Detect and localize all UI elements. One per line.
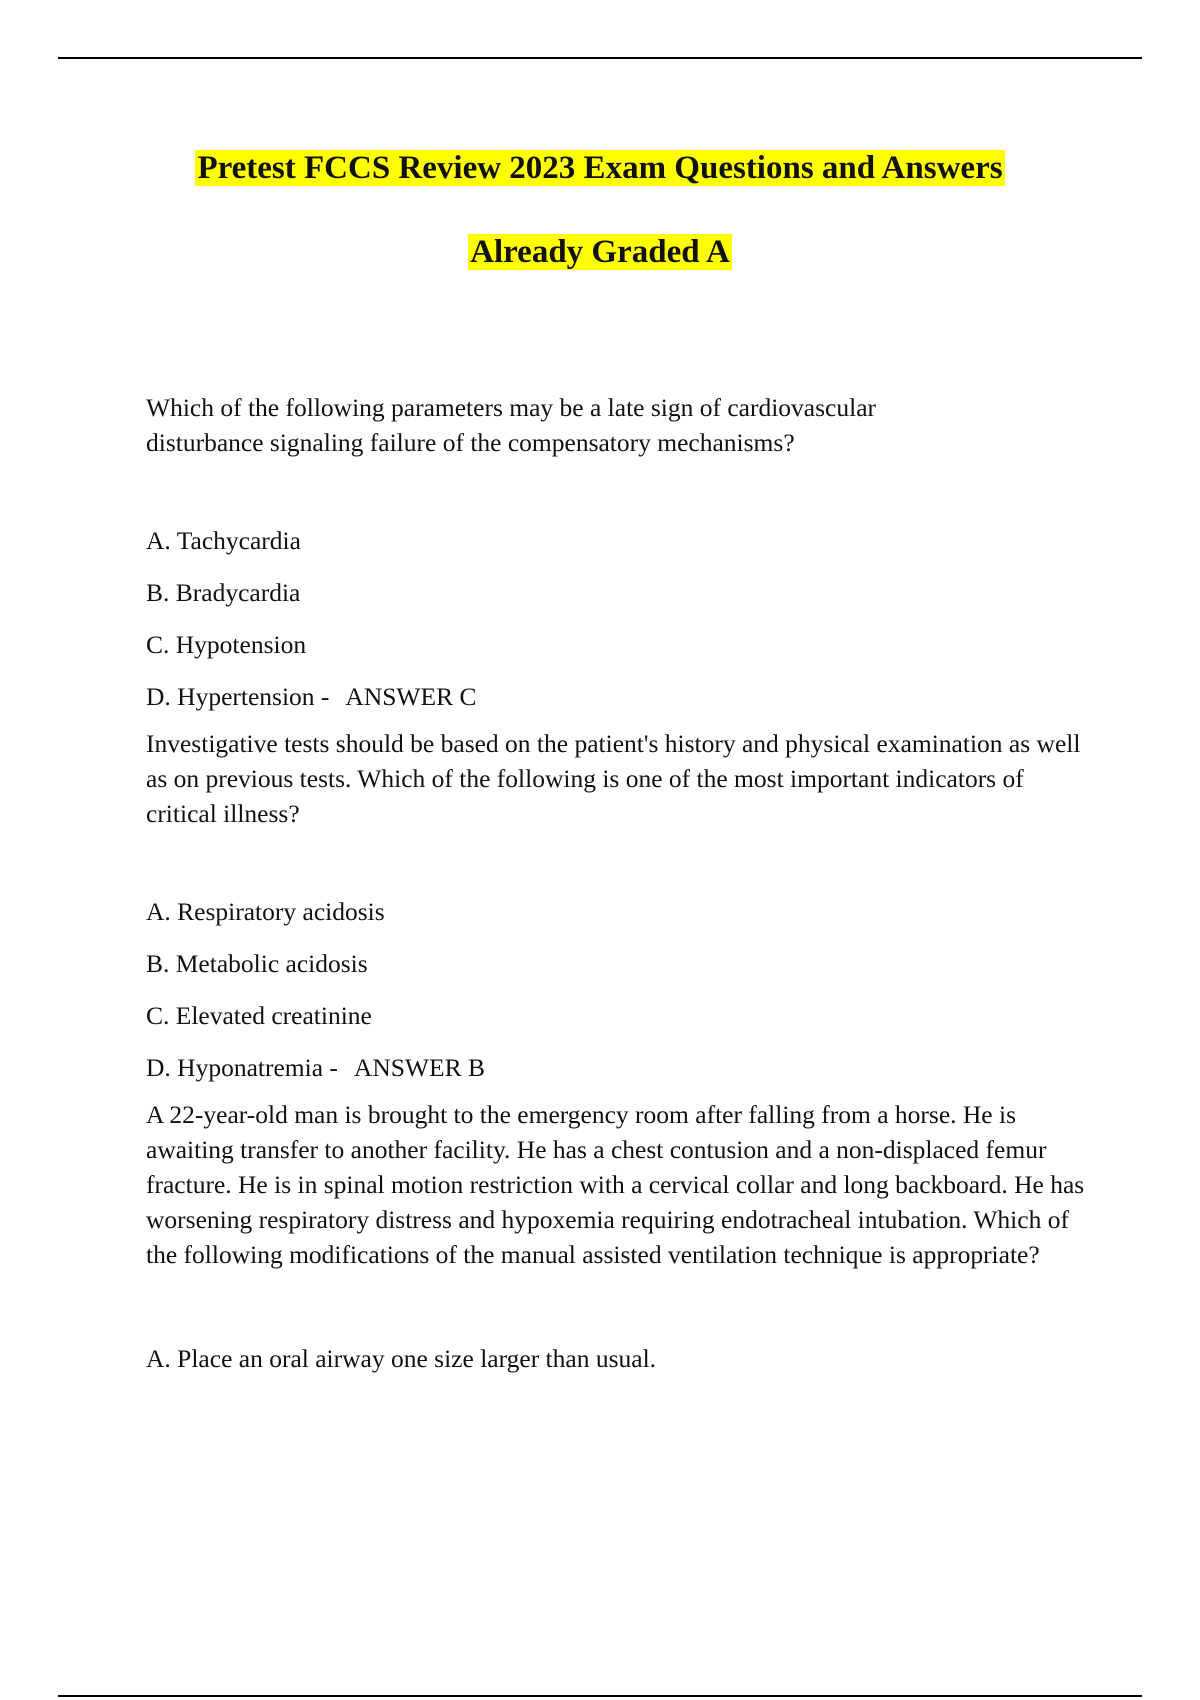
option-1b: B. Bradycardia xyxy=(146,578,301,607)
option-2b: B. Metabolic acidosis xyxy=(146,949,368,978)
option-2c: C. Elevated creatinine xyxy=(146,1001,372,1030)
document-body xyxy=(146,390,1096,1393)
option-1d xyxy=(146,679,1096,714)
answer-2: ANSWER B xyxy=(353,1053,485,1082)
options-list-1 xyxy=(146,523,1096,714)
question-text-1: Which of the following parameters may be a late sign of cardiovascular disturbance signaling failure of the compensatory mechanisms? xyxy=(146,393,877,457)
question-block-3 xyxy=(146,1097,1096,1376)
title-highlight-2: Already Graded A xyxy=(470,234,730,270)
option-1d-label: D. Hypertension - xyxy=(146,682,330,711)
header-rule xyxy=(58,57,1142,59)
footer-rule xyxy=(58,1695,1142,1697)
document-title-line-1 xyxy=(0,146,1200,190)
answer-1: ANSWER C xyxy=(345,682,477,711)
option-2d-label: D. Hyponatremia - xyxy=(146,1053,338,1082)
question-block-1 xyxy=(146,390,1096,714)
option-2d xyxy=(146,1050,1096,1085)
option-1a: A. Tachycardia xyxy=(146,526,301,555)
title-highlight-1: Pretest FCCS Review 2023 Exam Questions and Answers xyxy=(197,150,1003,186)
options-list-3 xyxy=(146,1341,1096,1376)
option-1c: C. Hypotension xyxy=(146,630,307,659)
question-block-2 xyxy=(146,726,1096,1085)
options-list-2 xyxy=(146,894,1096,1085)
option-3a: A. Place an oral airway one size larger than usual. xyxy=(146,1344,657,1373)
option-2a: A. Respiratory acidosis xyxy=(146,897,385,926)
document-title-line-2 xyxy=(0,230,1200,274)
question-text-3: A 22-year-old man is brought to the emergency room after falling from a horse. He is awaiting transfer to another facility. He has a chest contusion and a non-displaced femur fracture. He is in spinal motion restriction with a cervical collar and long backboard. He has worsening respiratory distress and hypoxemia requiring endotracheal intubation. Which of the following modifications of the manual assisted ventilation technique is appropriate? xyxy=(146,1100,1085,1269)
question-text-2: Investigative tests should be based on the patient's history and physical examination as well as on previous tests. Which of the following is one of the most important indicators of critical illness? xyxy=(146,729,1081,828)
